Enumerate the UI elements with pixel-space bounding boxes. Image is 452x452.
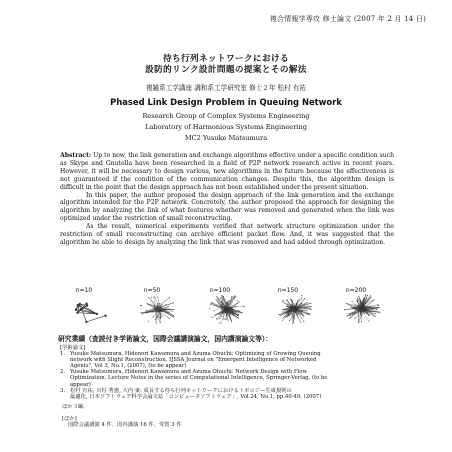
title-en: Phased Link Design Problem in Queuing Network	[110, 97, 342, 107]
publication-line: Optimization, Lecture Notes in the series of Computational Intelligence, Springer-Verlag, (to be	[70, 375, 328, 382]
network-node	[361, 315, 362, 316]
network-node	[286, 306, 287, 307]
network-edge	[217, 297, 228, 312]
network-panel-label: n=100	[209, 287, 231, 294]
network-node	[361, 321, 362, 322]
journal-label: [学術論文]	[60, 345, 86, 351]
network-node	[156, 323, 157, 324]
network-node	[290, 304, 291, 305]
network-node	[378, 305, 379, 306]
network-node	[160, 322, 161, 323]
network-node	[369, 308, 370, 309]
network-node	[361, 308, 362, 309]
network-node	[141, 312, 142, 313]
network-node	[242, 312, 243, 313]
lab-en: Laboratory of Harmonious Systems Engineering	[145, 123, 307, 131]
network-node	[348, 313, 349, 314]
network-node	[173, 317, 174, 318]
network-node	[372, 309, 373, 310]
network-node	[212, 317, 213, 318]
network-node	[160, 310, 161, 311]
network-node	[292, 304, 293, 305]
network-node	[238, 318, 239, 319]
network-node	[354, 318, 355, 319]
network-node	[160, 318, 161, 319]
network-node	[237, 300, 238, 301]
network-node	[347, 315, 348, 316]
network-node	[145, 313, 146, 314]
network-node	[374, 307, 375, 308]
author-en: MC2 Yusuke Matsumura	[184, 134, 268, 142]
network-node	[146, 310, 147, 311]
network-node	[289, 320, 290, 321]
network-panel-label: n=150	[277, 287, 299, 294]
network-node	[286, 317, 287, 318]
network-node	[287, 306, 288, 307]
publication-line: 松村 有祐, 川村 秀憲, 大内 東: 成長する待ち行列ネットワークにおけるトポロジー生成規則の	[70, 387, 292, 394]
network-node	[85, 303, 87, 305]
network-node	[221, 297, 222, 298]
affiliation-jp: 複雑系工学講座 調和系工学研究室 修士２年 松村 有祐	[145, 84, 307, 92]
network-node	[357, 306, 358, 307]
network-node	[148, 321, 149, 322]
publication-line: 最適化, 日本ソフトウェア科学会論文誌「コンピュータソフトウェア」, Vol.24, No.1, pp.40-49, (2007)	[70, 393, 322, 400]
network-node	[358, 322, 359, 323]
network-node	[104, 315, 106, 317]
network-node	[238, 315, 239, 316]
network-node	[301, 298, 302, 299]
network-node	[220, 298, 221, 299]
network-node	[223, 303, 224, 304]
network-node	[297, 309, 298, 310]
network-node	[157, 297, 158, 298]
network-node	[367, 295, 368, 296]
network-node	[288, 315, 289, 316]
network-node	[221, 305, 222, 306]
network-node	[297, 316, 298, 317]
network-node	[230, 313, 231, 314]
other-papers: ほか３編.	[62, 403, 85, 410]
network-node	[379, 312, 380, 313]
network-node	[243, 306, 244, 307]
network-node	[152, 311, 153, 312]
network-node	[307, 307, 308, 308]
network-node	[234, 297, 235, 298]
network-node	[282, 320, 283, 321]
network-node	[223, 319, 224, 320]
network-node	[362, 301, 363, 302]
network-node	[157, 316, 158, 317]
network-node	[165, 304, 166, 305]
network-node	[303, 316, 304, 317]
network-node	[307, 302, 308, 303]
network-node	[227, 308, 228, 309]
network-node	[357, 300, 358, 301]
publications-heading: 研究業績（査読付き学術論文，国際会議講演論文，国内講演論文等）：	[58, 335, 273, 343]
network-edge	[86, 316, 105, 322]
network-node	[377, 304, 378, 305]
network-node	[355, 307, 356, 308]
network-edge	[149, 297, 158, 306]
network-edge	[158, 303, 174, 308]
network-node	[216, 305, 217, 306]
network-node	[233, 312, 234, 313]
network-node	[366, 298, 367, 299]
network-node	[155, 322, 156, 323]
network-node	[231, 321, 232, 322]
network-node	[357, 311, 358, 312]
network-node	[239, 301, 240, 302]
publication-number: 1.	[60, 351, 66, 358]
network-node	[311, 306, 312, 307]
network-node	[302, 310, 303, 311]
network-node	[296, 303, 297, 304]
publication-line: Agents", Vol 3, No.1, (2007), (to be appear)	[70, 363, 187, 370]
publication-number: 3.	[60, 387, 66, 394]
network-node	[162, 316, 163, 317]
network-panel-label: n=200	[345, 287, 367, 294]
network-node	[228, 303, 229, 304]
network-node	[293, 323, 294, 324]
network-node	[302, 314, 303, 315]
network-node	[357, 298, 358, 299]
network-node	[360, 310, 361, 311]
network-node	[374, 299, 375, 300]
network-node	[344, 309, 345, 310]
network-node	[157, 303, 158, 304]
network-node	[352, 308, 353, 309]
network-panel-label: n=50	[143, 287, 161, 294]
network-node	[226, 315, 227, 316]
network-node	[235, 306, 236, 307]
network-node	[310, 314, 311, 315]
network-node	[352, 301, 353, 302]
network-node	[218, 313, 219, 314]
network-node	[310, 308, 311, 309]
network-node	[363, 308, 364, 309]
network-node	[222, 313, 223, 314]
network-node	[288, 314, 289, 315]
network-node	[350, 315, 351, 316]
publication-item	[60, 388, 392, 400]
network-node	[367, 313, 368, 314]
network-node	[364, 306, 365, 307]
network-node	[235, 296, 236, 297]
network-node	[371, 297, 372, 298]
network-node	[159, 311, 160, 312]
network-node	[363, 311, 364, 312]
network-node	[172, 311, 173, 312]
network-node	[283, 317, 284, 318]
network-node	[209, 308, 210, 309]
network-node	[169, 309, 170, 310]
network-node	[222, 295, 223, 296]
network-node	[359, 299, 360, 300]
network-node	[358, 296, 359, 297]
abstract-text-1: Up to now, the link generation and exchange algorithms effective under a specific condition such as Skype and Gnutella have been researched in a field of P2P network research active in recent years. However, it will be necessary to design various, new algorithms in the future because the effectiveness is not guaranteed if the condition of the communication changes. Despite this, the algorithm design is difficult in the point that the design approach has not been established under the present situation.	[60, 152, 395, 191]
publication-items	[60, 351, 392, 400]
network-node	[370, 295, 371, 296]
network-node	[151, 297, 152, 298]
conference-summary: 国際会議講演 4 件、国内講演 16 件、受賞 3 件	[68, 422, 182, 429]
network-node	[365, 294, 366, 295]
network-node	[216, 299, 217, 300]
network-node	[377, 308, 378, 309]
network-node	[370, 311, 371, 312]
network-node	[229, 300, 230, 301]
network-panel	[344, 287, 381, 323]
network-figure-svg	[56, 286, 396, 326]
network-node	[303, 321, 304, 322]
publication-item	[60, 369, 392, 387]
network-node	[173, 315, 174, 316]
network-node	[310, 303, 311, 304]
network-node	[142, 312, 143, 313]
network-figure	[56, 286, 396, 326]
publication-number: 2.	[60, 369, 66, 376]
network-node	[375, 316, 376, 317]
network-node	[294, 318, 295, 319]
network-panel	[278, 287, 312, 324]
network-node	[232, 308, 233, 309]
network-node	[232, 296, 233, 297]
network-node	[77, 304, 79, 306]
network-node	[210, 304, 211, 305]
network-node	[284, 313, 285, 314]
network-edge	[295, 296, 302, 307]
network-node	[165, 309, 166, 310]
network-node	[225, 307, 226, 308]
network-node	[284, 316, 285, 317]
network-node	[140, 305, 141, 306]
network-node	[173, 302, 174, 303]
network-node	[304, 308, 305, 309]
network-node	[237, 303, 238, 304]
header-course-date: 複合情報学専攻 修士論文 (2007 年 2 月 14 日)	[269, 15, 426, 23]
network-node	[300, 322, 301, 323]
network-node	[169, 318, 170, 319]
network-node	[311, 309, 312, 310]
network-node	[153, 317, 154, 318]
network-node	[169, 297, 170, 298]
network-panel	[140, 287, 175, 324]
network-node	[363, 298, 364, 299]
conference-label: [ほか]	[62, 415, 77, 422]
network-node	[75, 309, 77, 311]
network-node	[297, 314, 298, 315]
network-node	[153, 309, 154, 310]
network-node	[147, 312, 148, 313]
network-node	[301, 295, 302, 296]
network-node	[221, 301, 222, 302]
network-node	[292, 300, 293, 301]
network-node	[159, 317, 160, 318]
network-node	[80, 308, 82, 310]
network-node	[304, 298, 305, 299]
network-node	[369, 315, 370, 316]
network-node	[219, 322, 220, 323]
network-node	[237, 314, 238, 315]
network-node	[162, 304, 163, 305]
network-panel	[209, 287, 245, 324]
network-node	[213, 310, 214, 311]
network-node	[368, 310, 369, 311]
network-node	[221, 304, 222, 305]
network-node	[239, 311, 240, 312]
network-node	[360, 306, 361, 307]
network-node	[220, 323, 221, 324]
network-node	[346, 303, 347, 304]
network-panel	[75, 287, 107, 323]
network-node	[297, 303, 298, 304]
abstract-paragraph-1	[60, 152, 394, 192]
network-node	[220, 313, 221, 314]
network-node	[297, 300, 298, 301]
network-node	[228, 309, 229, 310]
network-node	[168, 312, 169, 313]
network-node	[360, 314, 361, 315]
network-node	[85, 321, 87, 323]
network-node	[306, 310, 307, 311]
network-node	[287, 299, 288, 300]
network-node	[283, 300, 284, 301]
network-node	[282, 301, 283, 302]
network-node	[154, 305, 155, 306]
network-node	[146, 312, 147, 313]
network-node	[219, 318, 220, 319]
network-node	[375, 313, 376, 314]
network-node	[79, 303, 81, 305]
network-node	[283, 309, 284, 310]
network-node	[216, 296, 217, 297]
network-node	[216, 318, 217, 319]
network-node	[234, 295, 235, 296]
network-node	[353, 312, 354, 313]
network-node	[298, 310, 299, 311]
network-node	[76, 312, 78, 314]
network-node	[155, 308, 156, 309]
network-node	[308, 313, 309, 314]
publication-line: Yusuke Matsumura, Hidenori Kawamura and Azuma Ohuchi: Optimizing of Growing Queuing	[70, 351, 321, 358]
publication-item	[60, 351, 392, 369]
network-node	[294, 305, 295, 306]
network-node	[162, 311, 163, 312]
network-node	[351, 307, 352, 308]
network-node	[234, 309, 235, 310]
network-node	[354, 308, 355, 309]
network-node	[158, 309, 159, 310]
network-node	[282, 309, 283, 310]
network-node	[362, 302, 363, 303]
network-node	[308, 314, 309, 315]
network-node	[174, 309, 175, 310]
network-node	[280, 315, 281, 316]
network-node	[278, 314, 279, 315]
network-node	[301, 307, 302, 308]
publications-list	[60, 345, 392, 428]
network-node	[238, 314, 239, 315]
network-node	[148, 297, 149, 298]
network-node	[282, 312, 283, 313]
network-node	[153, 296, 154, 297]
abstract-label: Abstract:	[60, 152, 92, 159]
network-node	[293, 316, 294, 317]
title-jp-line1: 待ち行列ネットワークにおける	[163, 54, 289, 64]
network-node	[147, 303, 148, 304]
network-node	[156, 317, 157, 318]
network-node	[244, 306, 245, 307]
network-node	[360, 300, 361, 301]
network-node	[233, 315, 234, 316]
network-node	[352, 314, 353, 315]
network-node	[226, 319, 227, 320]
network-node	[290, 314, 291, 315]
network-node	[301, 303, 302, 304]
network-node	[349, 318, 350, 319]
network-node	[228, 320, 229, 321]
abstract-paragraph-2: In this paper, the author proposed the design approach of the link generation and the exchange algorithm intended for the P2P network. Concretely, the author proposed the approach for designing the algorithm by analyzing the link of what features whether was removed and generated when the link was optimized under the restriction of small reconstructing.	[60, 191, 394, 223]
network-node	[350, 317, 351, 318]
abstract-paragraph-3: As the result, numerical experiments verified that network structure optimization under the restriction of small reconstructing can archive efficient packet flow. And, it was suggested that the algorithm be able to design by analyzing the link that was removed and had added through optimization.	[60, 223, 394, 246]
network-node	[368, 321, 369, 322]
network-node	[155, 319, 156, 320]
publication-line: appear)	[70, 381, 91, 388]
network-node	[287, 304, 288, 305]
network-node	[96, 313, 98, 315]
network-node	[232, 311, 233, 312]
network-node	[355, 304, 356, 305]
publication-line: network with Slight Reconstruction, IJSSA Journal on "Emergent Intelligence of Networked	[70, 357, 317, 364]
group-en: Research Group of Complex Systems Engineering	[142, 112, 310, 120]
network-node	[301, 311, 302, 312]
network-node	[304, 305, 305, 306]
network-node	[353, 314, 354, 315]
network-node	[296, 310, 297, 311]
network-node	[221, 316, 222, 317]
network-node	[294, 308, 295, 309]
network-node	[361, 316, 362, 317]
abstract	[60, 152, 394, 247]
title-jp-line2: 設防的リンク設計問題の提案とその解法	[145, 65, 307, 75]
network-node	[159, 303, 160, 304]
network-node	[215, 315, 216, 316]
network-node	[286, 312, 287, 313]
network-node	[291, 299, 292, 300]
network-node	[154, 297, 155, 298]
network-node	[298, 314, 299, 315]
network-node	[376, 309, 377, 310]
network-panel-label: n=10	[75, 287, 93, 294]
network-node	[168, 306, 169, 307]
network-node	[142, 314, 143, 315]
network-node	[220, 314, 221, 315]
network-node	[293, 311, 294, 312]
network-node	[226, 302, 227, 303]
network-node	[225, 312, 226, 313]
network-node	[373, 300, 374, 301]
network-node	[223, 296, 224, 297]
network-node	[370, 306, 371, 307]
network-node	[379, 307, 380, 308]
publication-line: Yusuke Matsumura, Hidenori Kawamura and Azuma Ohuchi: Network Design with Flow	[70, 369, 308, 376]
network-node	[228, 301, 229, 302]
network-node	[211, 303, 212, 304]
